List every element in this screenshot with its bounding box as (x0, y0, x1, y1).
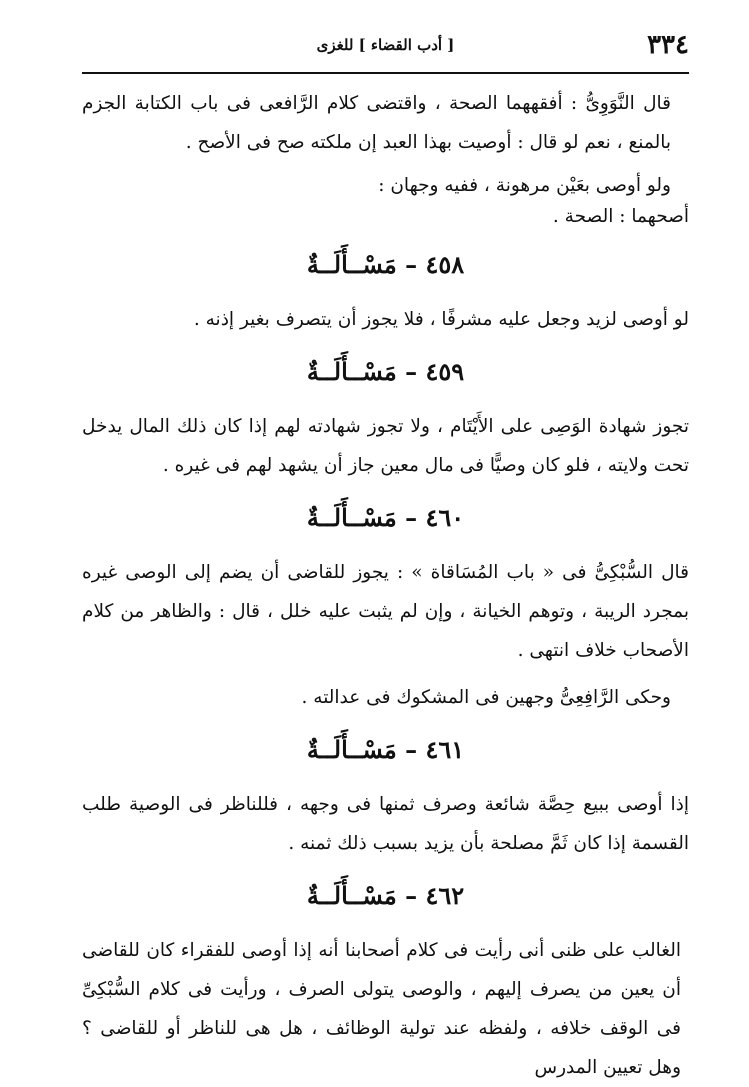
page-body (82, 84, 689, 1087)
running-header (82, 30, 689, 66)
paragraph-issue-459: تجوز شهادة الوَصِى على الأَيْتَام ، ولا تجوز شهادته لهم إذا كان ذلك المال يدخل تحت ولايته ، فلو كان وصيًّا فى مال معين جاز أن يشهد لهم فى غيره . (82, 416, 689, 476)
paragraph-issue-461: إذا أوصى ببيع حِصَّة شائعة وصرف ثمنها فى وجهه ، فللناظر فى الوصية طلب القسمة إذا كان ثَمَّ مصلحة بأن يزيد بسبب ذلك ثمنه . (82, 794, 689, 854)
page-number: ٣٣٤ (647, 30, 689, 60)
paragraph-issue-458: لو أوصى لزيد وجعل عليه مشرفًا ، فلا يجوز أن يتصرف بغير إذنه . (193, 309, 689, 330)
issue-heading-462: ٤٦٢ – مَسْــأَلَــةٌ (306, 881, 465, 910)
issue-heading-458: ٤٥٨ – مَسْــأَلَــةٌ (306, 250, 465, 279)
issue-heading-461: ٤٦١ – مَسْــأَلَــةٌ (306, 735, 465, 764)
issue-heading-460: ٤٦٠ – مَسْــأَلَــةٌ (306, 503, 465, 532)
paragraph-nawawi: قال النَّوَوِىُّ : أفقههما الصحة ، واقتضى كلام الرَّافعى فى باب الكتابة الجزم بالمنع ، نعم لو قال : أوصيت بهذا العبد إن ملكته صح فى الأصح . (82, 93, 671, 153)
running-title: [ أدب القضاء ] للغزى (316, 36, 455, 54)
header-rule (82, 72, 689, 74)
paragraph-issue-462: الغالب على ظنى أنى رأيت فى كلام أصحابنا أنه إذا أوصى للفقراء كان للقاضى أن يعين من يصرف إليهم ، والوصى يتولى الصرف ، ورأيت فى كلام السُّبْكِىِّ فى الوقف خلافه ، ولفظه عند تولية الوظائف ، هل هى للناظر أو للقاضى ؟ وهل تعيين المدرس (82, 940, 681, 1078)
paragraph-rafii-two-views: وحكى الرَّافِعِىُّ وجهين فى المشكوك فى عدالته . (301, 687, 671, 708)
issue-heading-459: ٤٥٩ – مَسْــأَلَــةٌ (306, 357, 465, 386)
paragraph-issue-460: قال السُّبْكِىُّ فى « باب المُسَاقاة » : يجوز للقاضى أن يضم إلى الوصى غيره بمجرد الريبة ، وتوهم الخيانة ، وإن لم يثبت عليه خلل ، قال : والظاهر من كلام الأصحاب خلاف انتهى . (82, 562, 689, 661)
paragraph-sounder-view: أصحهما : الصحة . (552, 206, 689, 227)
paragraph-mortgaged-item: ولو أوصى بعَيْن مرهونة ، ففيه وجهان : (378, 175, 671, 196)
